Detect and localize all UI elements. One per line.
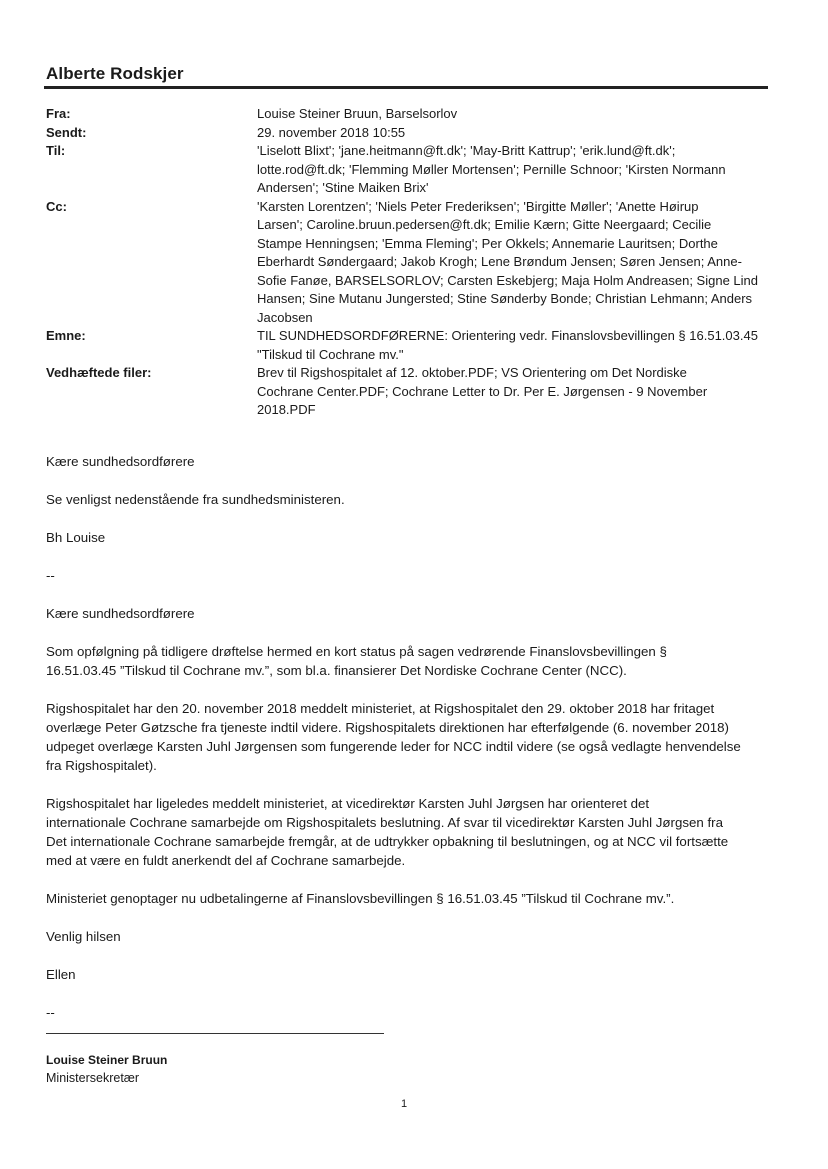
from-row: [46, 105, 776, 124]
paragraph-cochrane: [46, 794, 776, 870]
attachments-label: Vedhæftede filer:: [46, 365, 152, 380]
cc-label: Cc:: [46, 198, 67, 214]
from-value: Louise Steiner Bruun, Barselsorlov: [257, 106, 458, 121]
subject-line: "Tilskud til Cochrane mv.": [257, 346, 404, 362]
mailbox-owner-name: Alberte Rodskjer: [46, 64, 184, 83]
paragraph-line: overlæge Peter Gøtzsche fra tjeneste indtil videre. Rigshospitalets direktionen har efterfølgende (6. november 2018): [46, 720, 729, 735]
to-line: lotte.rod@ft.dk; 'Flemming Møller Mortensen'; Pernille Schnoor; 'Kirsten Normann: [257, 161, 726, 177]
signoff-name: Ellen: [46, 967, 76, 982]
cc-row: [46, 198, 776, 328]
cc-recipients: [257, 198, 776, 328]
cc-line: Larsen'; Caroline.bruun.pedersen@ft.dk; Emilie Kærn; Gitte Neergaard; Cecilie: [257, 217, 712, 232]
short-signoff: Bh Louise: [46, 530, 106, 545]
closing: Venlig hilsen: [46, 929, 121, 944]
cc-line: Sofie Fanøe, BARSELSORLOV; Carsten Eskebjerg; Maja Holm Andreasen; Signe Lind: [257, 272, 758, 288]
sent-label: Sendt:: [46, 124, 87, 140]
intro-text: Se venligst nedenstående fra sundhedsministeren.: [46, 492, 345, 507]
to-line: 'Liselott Blixt'; 'jane.heitmann@ft.dk'; 'May-Britt Kattrup'; 'erik.lund@ft.dk';: [257, 143, 676, 158]
email-body: [46, 452, 776, 1022]
paragraph-line: internationale Cochrane samarbejde om Rigshospitalets beslutning. Af svar til vicedirektør Karsten Juhl Jørgsen fra: [46, 815, 723, 830]
to-line: Andersen'; 'Stine Maiken Brix': [257, 180, 429, 195]
greeting: Kære sundhedsordførere: [46, 454, 195, 469]
separator: --: [46, 568, 55, 583]
paragraph-line: udpeget overlæge Karsten Juhl Jørgensen som fungerende leder for NCC indtil videre (se også vedlagte henvendelse: [46, 739, 741, 754]
separator: --: [46, 1005, 55, 1020]
from-label: Fra:: [46, 106, 71, 121]
signature-title: Ministersekretær: [46, 1071, 140, 1085]
subject-label: Emne:: [46, 328, 86, 343]
cc-line: Stampe Henningsen; 'Emma Fleming'; Per Okkels; Annemarie Lauritsen; Dorthe: [257, 235, 718, 251]
attachments-list: [257, 364, 776, 420]
subject-line: TIL SUNDHEDSORDFØRERNE: Orientering vedr. Finanslovsbevillingen § 16.51.03.45: [257, 328, 758, 343]
attachments-row: [46, 364, 776, 420]
greeting-forwarded: Kære sundhedsordførere: [46, 606, 195, 621]
attachments-line: Cochrane Center.PDF; Cochrane Letter to Dr. Per E. Jørgensen - 9 November: [257, 383, 708, 399]
paragraph-payments: Ministeriet genoptager nu udbetalingerne af Finanslovsbevillingen § 16.51.03.45 ”Tilskud til Cochrane mv.”.: [46, 891, 675, 906]
paragraph-rigshospitalet: [46, 699, 776, 775]
cc-line: Hansen; Sine Mutanu Jungersted; Stine Sønderby Bonde; Christian Lehmann; Anders: [257, 291, 753, 306]
to-label: Til:: [46, 143, 66, 158]
paragraph-line: Rigshospitalet har den 20. november 2018 meddelt ministeriet, at Rigshospitalet den 29. oktober 2018 har fritaget: [46, 701, 715, 716]
to-recipients: [257, 142, 776, 198]
subject-row: [46, 327, 776, 364]
header-divider: [44, 86, 768, 89]
signature-name: Louise Steiner Bruun: [46, 1053, 168, 1067]
paragraph-line: fra Rigshospitalet).: [46, 758, 157, 773]
paragraph-line: Det internationale Cochrane samarbejde fremgår, at de udtrykker opbakning til beslutningen, og at NCC vil fortsætte: [46, 834, 729, 849]
sent-row: [46, 124, 776, 143]
sent-value: 29. november 2018 10:55: [257, 124, 406, 140]
attachments-line: 2018.PDF: [257, 402, 316, 417]
signature-divider: [46, 1033, 384, 1034]
paragraph-line: Rigshospitalet har ligeledes meddelt ministeriet, at vicedirektør Karsten Juhl Jørgsen har orienteret det: [46, 796, 650, 811]
page-number: 1: [401, 1098, 408, 1110]
subject-value: [257, 327, 776, 364]
paragraph-line: med at være en fuldt anerkendt del af Cochrane samarbejde.: [46, 853, 406, 868]
email-headers: [46, 105, 776, 420]
paragraph-line: Som opfølgning på tidligere drøftelse hermed en kort status på sagen vedrørende Finanslovsbevillingen §: [46, 644, 667, 659]
paragraph-line: 16.51.03.45 ”Tilskud til Cochrane mv.”, som bl.a. finansierer Det Nordiske Cochrane Center (NCC).: [46, 663, 627, 678]
cc-line: 'Karsten Lorentzen'; 'Niels Peter Frederiksen'; 'Birgitte Møller'; 'Anette Høirup: [257, 198, 699, 214]
cc-line: Jacobsen: [257, 309, 313, 325]
to-row: [46, 142, 776, 198]
paragraph-status: [46, 642, 776, 680]
cc-line: Eberhardt Søndergaard; Jakob Krogh; Lene Brøndum Jensen; Søren Jensen; Anne-: [257, 254, 742, 269]
attachments-line: Brev til Rigshospitalet af 12. oktober.PDF; VS Orientering om Det Nordiske: [257, 365, 687, 380]
